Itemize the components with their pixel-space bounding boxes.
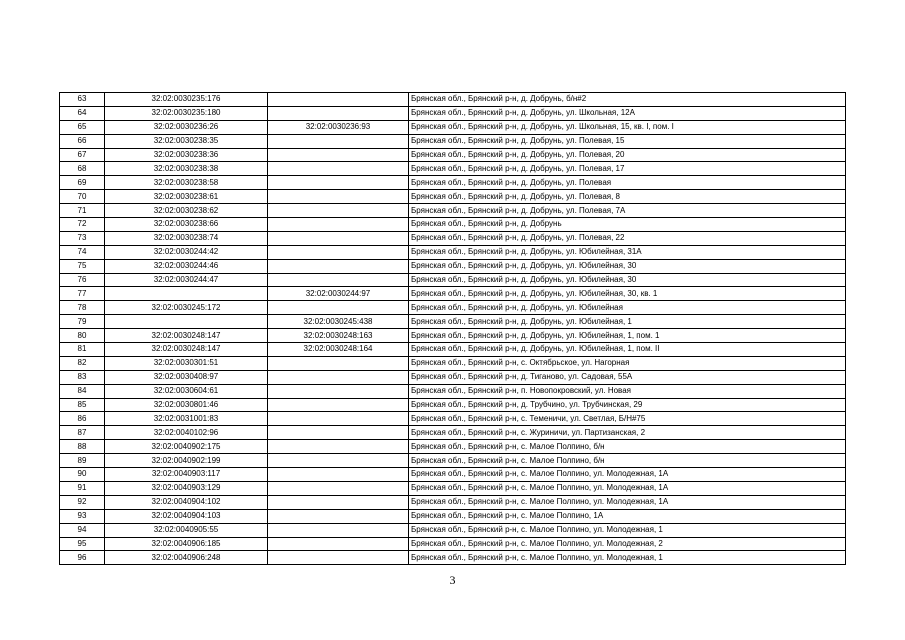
table-row xyxy=(60,495,846,509)
linked-cadastral-number-cell xyxy=(268,148,409,162)
table-row xyxy=(60,273,846,287)
row-number-cell: 65 xyxy=(60,120,105,134)
cadastral-number-cell: 32:02:0030245:172 xyxy=(105,301,268,315)
row-number-cell: 69 xyxy=(60,176,105,190)
table-row xyxy=(60,134,846,148)
address-cell: Брянская обл., Брянский р-н, д. Тиганово, ул. Садовая, 55А xyxy=(409,370,846,384)
address-cell: Брянская обл., Брянский р-н, д. Добрунь, ул. Полевая, 20 xyxy=(409,148,846,162)
address-cell: Брянская обл., Брянский р-н, д. Добрунь, ул. Юбилейная, 30, кв. 1 xyxy=(409,287,846,301)
table-row xyxy=(60,356,846,370)
table-row xyxy=(60,218,846,232)
linked-cadastral-number-cell xyxy=(268,204,409,218)
row-number-cell: 89 xyxy=(60,454,105,468)
address-cell: Брянская обл., Брянский р-н, д. Добрунь, ул. Полевая, 8 xyxy=(409,190,846,204)
table-row xyxy=(60,287,846,301)
linked-cadastral-number-cell xyxy=(268,551,409,565)
address-cell: Брянская обл., Брянский р-н, с. Журиничи, ул. Партизанская, 2 xyxy=(409,426,846,440)
linked-cadastral-number-cell xyxy=(268,134,409,148)
table-row xyxy=(60,384,846,398)
table-row xyxy=(60,245,846,259)
row-number-cell: 87 xyxy=(60,426,105,440)
cadastral-number-cell: 32:02:0030238:58 xyxy=(105,176,268,190)
cadastral-number-cell: 32:02:0040903:129 xyxy=(105,481,268,495)
row-number-cell: 76 xyxy=(60,273,105,287)
cadastral-number-cell: 32:02:0030244:47 xyxy=(105,273,268,287)
table-row xyxy=(60,468,846,482)
row-number-cell: 81 xyxy=(60,343,105,357)
table-row xyxy=(60,481,846,495)
linked-cadastral-number-cell xyxy=(268,106,409,120)
row-number-cell: 66 xyxy=(60,134,105,148)
table-row xyxy=(60,93,846,107)
row-number-cell: 73 xyxy=(60,231,105,245)
table-row xyxy=(60,190,846,204)
linked-cadastral-number-cell xyxy=(268,231,409,245)
table-row xyxy=(60,440,846,454)
address-cell: Брянская обл., Брянский р-н, с. Малое Полпино, ул. Молодежная, 2 xyxy=(409,537,846,551)
linked-cadastral-number-cell xyxy=(268,245,409,259)
address-cell: Брянская обл., Брянский р-н, с. Малое Полпино, ул. Молодежная, 1А xyxy=(409,495,846,509)
linked-cadastral-number-cell: 32:02:0030248:163 xyxy=(268,329,409,343)
table-row xyxy=(60,329,846,343)
linked-cadastral-number-cell xyxy=(268,440,409,454)
cadastral-number-cell: 32:02:0040903:117 xyxy=(105,468,268,482)
linked-cadastral-number-cell xyxy=(268,190,409,204)
address-cell: Брянская обл., Брянский р-н, д. Добрунь, ул. Полевая, 17 xyxy=(409,162,846,176)
cadastral-number-cell: 32:02:0030801:46 xyxy=(105,398,268,412)
table-row xyxy=(60,162,846,176)
cadastral-number-cell: 32:02:0030238:38 xyxy=(105,162,268,176)
address-cell: Брянская обл., Брянский р-н, д. Добрунь, ул. Юбилейная, 1, пом. II xyxy=(409,343,846,357)
address-cell: Брянская обл., Брянский р-н, д. Добрунь, ул. Юбилейная, 31А xyxy=(409,245,846,259)
cadastral-number-cell: 32:02:0030248:147 xyxy=(105,343,268,357)
cadastral-number-cell: 32:02:0030238:35 xyxy=(105,134,268,148)
cadastral-number-cell: 32:02:0030236:26 xyxy=(105,120,268,134)
linked-cadastral-number-cell: 32:02:0030236:93 xyxy=(268,120,409,134)
cadastral-number-cell: 32:02:0030244:46 xyxy=(105,259,268,273)
linked-cadastral-number-cell xyxy=(268,273,409,287)
linked-cadastral-number-cell xyxy=(268,398,409,412)
linked-cadastral-number-cell xyxy=(268,454,409,468)
row-number-cell: 63 xyxy=(60,93,105,107)
cadastral-number-cell: 32:02:0030408:97 xyxy=(105,370,268,384)
table-row xyxy=(60,370,846,384)
address-cell: Брянская обл., Брянский р-н, п. Новопокровский, ул. Новая xyxy=(409,384,846,398)
address-cell: Брянская обл., Брянский р-н, с. Малое Полпино, ул. Молодежная, 1 xyxy=(409,523,846,537)
address-cell: Брянская обл., Брянский р-н, д. Добрунь, ул. Полевая, 7А xyxy=(409,204,846,218)
row-number-cell: 74 xyxy=(60,245,105,259)
cadastral-number-cell: 32:02:0040902:175 xyxy=(105,440,268,454)
registry-table-body xyxy=(60,93,846,565)
row-number-cell: 75 xyxy=(60,259,105,273)
row-number-cell: 70 xyxy=(60,190,105,204)
cadastral-number-cell: 32:02:0030604:61 xyxy=(105,384,268,398)
linked-cadastral-number-cell xyxy=(268,426,409,440)
linked-cadastral-number-cell: 32:02:0030245:438 xyxy=(268,315,409,329)
address-cell: Брянская обл., Брянский р-н, д. Добрунь, ул. Юбилейная, 1 xyxy=(409,315,846,329)
linked-cadastral-number-cell xyxy=(268,218,409,232)
linked-cadastral-number-cell xyxy=(268,93,409,107)
row-number-cell: 83 xyxy=(60,370,105,384)
cadastral-number-cell: 32:02:0030238:36 xyxy=(105,148,268,162)
row-number-cell: 93 xyxy=(60,509,105,523)
address-cell: Брянская обл., Брянский р-н, д. Добрунь, б/н#2 xyxy=(409,93,846,107)
row-number-cell: 64 xyxy=(60,106,105,120)
address-cell: Брянская обл., Брянский р-н, д. Добрунь, ул. Полевая, 15 xyxy=(409,134,846,148)
table-row xyxy=(60,120,846,134)
address-cell: Брянская обл., Брянский р-н, д. Добрунь xyxy=(409,218,846,232)
address-cell: Брянская обл., Брянский р-н, д. Добрунь, ул. Юбилейная, 1, пом. 1 xyxy=(409,329,846,343)
table-row xyxy=(60,106,846,120)
table-row xyxy=(60,343,846,357)
table-row xyxy=(60,148,846,162)
table-row xyxy=(60,176,846,190)
cadastral-number-cell: 32:02:0040906:185 xyxy=(105,537,268,551)
linked-cadastral-number-cell xyxy=(268,523,409,537)
cadastral-number-cell: 32:02:0040905:55 xyxy=(105,523,268,537)
cadastral-number-cell xyxy=(105,315,268,329)
linked-cadastral-number-cell xyxy=(268,370,409,384)
address-cell: Брянская обл., Брянский р-н, д. Трубчино, ул. Трубчинская, 29 xyxy=(409,398,846,412)
table-row xyxy=(60,523,846,537)
address-cell: Брянская обл., Брянский р-н, д. Добрунь, ул. Полевая xyxy=(409,176,846,190)
address-cell: Брянская обл., Брянский р-н, д. Добрунь, ул. Юбилейная, 30 xyxy=(409,273,846,287)
table-row xyxy=(60,537,846,551)
row-number-cell: 96 xyxy=(60,551,105,565)
cadastral-number-cell: 32:02:0040904:103 xyxy=(105,509,268,523)
row-number-cell: 92 xyxy=(60,495,105,509)
row-number-cell: 78 xyxy=(60,301,105,315)
row-number-cell: 90 xyxy=(60,468,105,482)
table-row xyxy=(60,454,846,468)
cadastral-number-cell: 32:02:0040906:248 xyxy=(105,551,268,565)
row-number-cell: 82 xyxy=(60,356,105,370)
cadastral-number-cell: 32:02:0030238:61 xyxy=(105,190,268,204)
linked-cadastral-number-cell xyxy=(268,176,409,190)
row-number-cell: 85 xyxy=(60,398,105,412)
cadastral-number-cell: 32:02:0030244:42 xyxy=(105,245,268,259)
property-registry-table xyxy=(59,92,846,565)
address-cell: Брянская обл., Брянский р-н, д. Добрунь, ул. Школьная, 12А xyxy=(409,106,846,120)
table-row xyxy=(60,315,846,329)
row-number-cell: 72 xyxy=(60,218,105,232)
row-number-cell: 80 xyxy=(60,329,105,343)
cadastral-number-cell: 32:02:0040102:96 xyxy=(105,426,268,440)
table-row xyxy=(60,426,846,440)
table-row xyxy=(60,231,846,245)
row-number-cell: 94 xyxy=(60,523,105,537)
cadastral-number-cell: 32:02:0031001:83 xyxy=(105,412,268,426)
table-row xyxy=(60,398,846,412)
linked-cadastral-number-cell xyxy=(268,384,409,398)
cadastral-number-cell: 32:02:0030248:147 xyxy=(105,329,268,343)
page-number: 3 xyxy=(449,573,456,587)
row-number-cell: 67 xyxy=(60,148,105,162)
row-number-cell: 79 xyxy=(60,315,105,329)
cadastral-number-cell xyxy=(105,287,268,301)
address-cell: Брянская обл., Брянский р-н, с. Октябрьское, ул. Нагорная xyxy=(409,356,846,370)
row-number-cell: 84 xyxy=(60,384,105,398)
cadastral-number-cell: 32:02:0030238:74 xyxy=(105,231,268,245)
address-cell: Брянская обл., Брянский р-н, с. Малое Полпино, ул. Молодежная, 1А xyxy=(409,468,846,482)
address-cell: Брянская обл., Брянский р-н, с. Малое Полпино, ул. Молодежная, 1 xyxy=(409,551,846,565)
address-cell: Брянская обл., Брянский р-н, с. Малое Полпино, ул. Молодежная, 1А xyxy=(409,481,846,495)
table-row xyxy=(60,412,846,426)
linked-cadastral-number-cell xyxy=(268,412,409,426)
row-number-cell: 95 xyxy=(60,537,105,551)
linked-cadastral-number-cell xyxy=(268,468,409,482)
linked-cadastral-number-cell xyxy=(268,162,409,176)
address-cell: Брянская обл., Брянский р-н, д. Добрунь, ул. Полевая, 22 xyxy=(409,231,846,245)
linked-cadastral-number-cell xyxy=(268,481,409,495)
linked-cadastral-number-cell xyxy=(268,301,409,315)
cadastral-number-cell: 32:02:0040904:102 xyxy=(105,495,268,509)
row-number-cell: 68 xyxy=(60,162,105,176)
table-row xyxy=(60,259,846,273)
table-row xyxy=(60,551,846,565)
table-row xyxy=(60,509,846,523)
address-cell: Брянская обл., Брянский р-н, с. Малое Полпино, б/н xyxy=(409,440,846,454)
cadastral-number-cell: 32:02:0030301:51 xyxy=(105,356,268,370)
address-cell: Брянская обл., Брянский р-н, с. Теменичи, ул. Светлая, Б/Н#75 xyxy=(409,412,846,426)
cadastral-number-cell: 32:02:0030235:176 xyxy=(105,93,268,107)
address-cell: Брянская обл., Брянский р-н, д. Добрунь, ул. Юбилейная xyxy=(409,301,846,315)
cadastral-number-cell: 32:02:0040902:199 xyxy=(105,454,268,468)
address-cell: Брянская обл., Брянский р-н, с. Малое Полпино, 1А xyxy=(409,509,846,523)
row-number-cell: 86 xyxy=(60,412,105,426)
linked-cadastral-number-cell xyxy=(268,509,409,523)
linked-cadastral-number-cell xyxy=(268,495,409,509)
row-number-cell: 88 xyxy=(60,440,105,454)
cadastral-number-cell: 32:02:0030238:62 xyxy=(105,204,268,218)
linked-cadastral-number-cell xyxy=(268,259,409,273)
address-cell: Брянская обл., Брянский р-н, д. Добрунь, ул. Юбилейная, 30 xyxy=(409,259,846,273)
linked-cadastral-number-cell: 32:02:0030248:164 xyxy=(268,343,409,357)
linked-cadastral-number-cell xyxy=(268,537,409,551)
address-cell: Брянская обл., Брянский р-н, с. Малое Полпино, б/н xyxy=(409,454,846,468)
cadastral-number-cell: 32:02:0030238:66 xyxy=(105,218,268,232)
linked-cadastral-number-cell xyxy=(268,356,409,370)
row-number-cell: 71 xyxy=(60,204,105,218)
row-number-cell: 91 xyxy=(60,481,105,495)
linked-cadastral-number-cell: 32:02:0030244:97 xyxy=(268,287,409,301)
table-row xyxy=(60,301,846,315)
table-row xyxy=(60,204,846,218)
cadastral-number-cell: 32:02:0030235:180 xyxy=(105,106,268,120)
row-number-cell: 77 xyxy=(60,287,105,301)
address-cell: Брянская обл., Брянский р-н, д. Добрунь, ул. Школьная, 15, кв. I, пом. I xyxy=(409,120,846,134)
